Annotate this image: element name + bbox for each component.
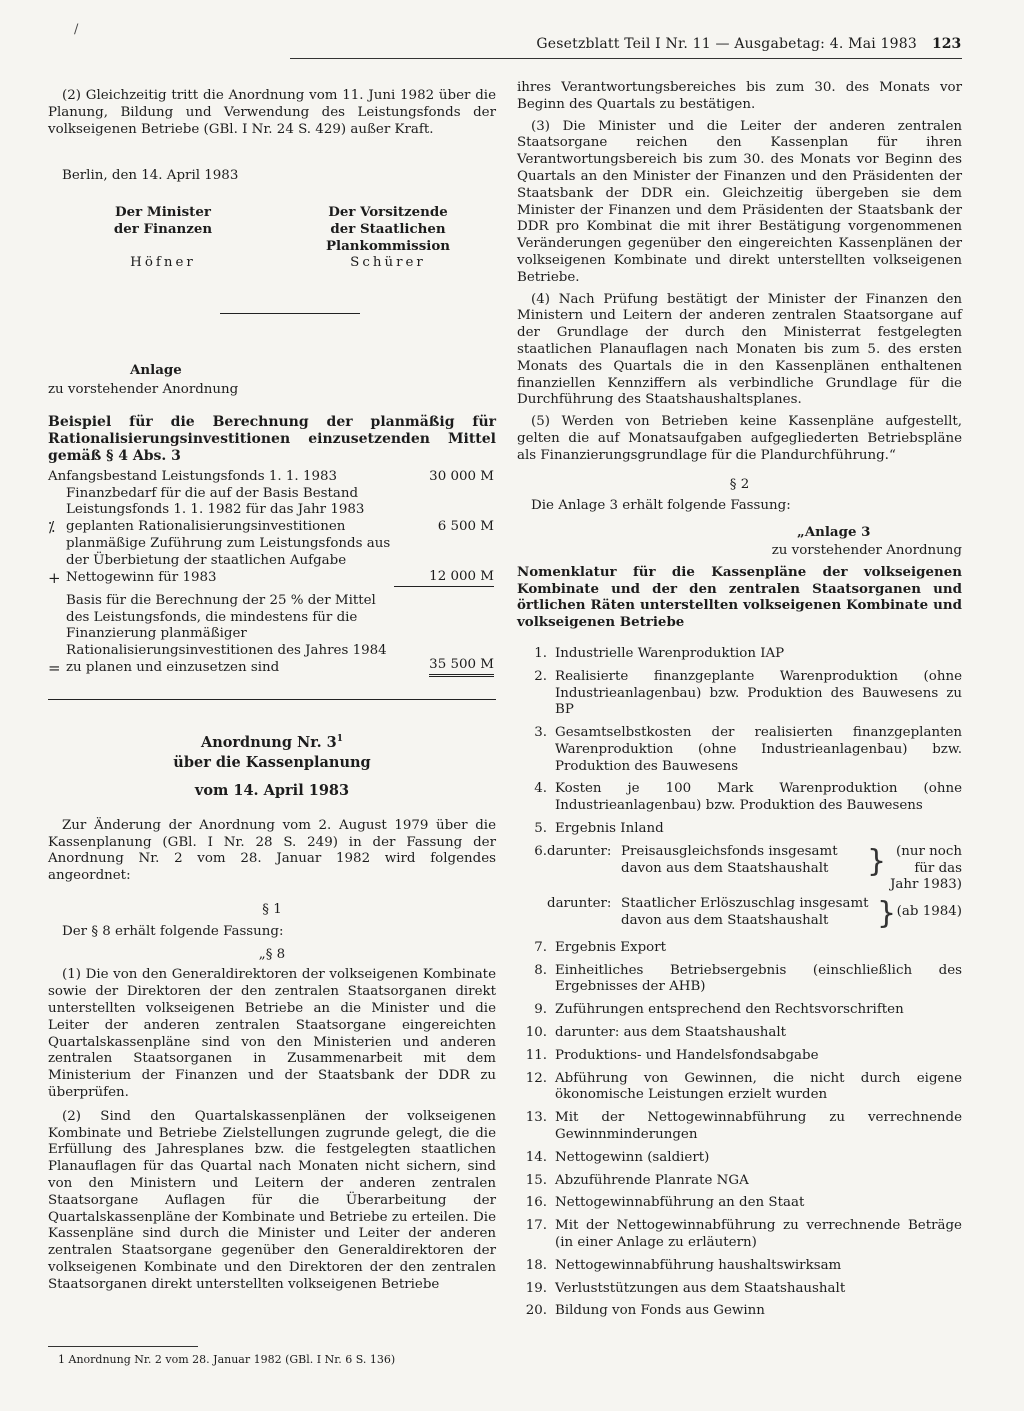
item-number: 10. [525, 1025, 547, 1041]
quoted-section-heading: „§ 8 [258, 946, 286, 962]
calc-amount: 35 500 M [429, 657, 494, 677]
item-number: 19. [525, 1280, 547, 1296]
item-note: (ab 1984) [896, 903, 962, 919]
list-item [517, 1258, 962, 1275]
item-line: davon aus dem Staatshaushalt [621, 860, 829, 876]
nomenclature-list [517, 646, 962, 1320]
brace-icon: } [877, 895, 897, 931]
item-text: Nettogewinnabführung an den Staat [555, 1195, 805, 1211]
calc-amount: 12 000 M [429, 569, 494, 585]
item-number: 20. [525, 1303, 547, 1319]
calc-text: Anfangsbestand Leistungsfonds 1. 1. 1983 [48, 468, 338, 484]
calc-text: Finanzbedarf für die auf der Basis Bestand Leistungsfonds 1. 1. 1982 für das Jahr 1983 geplanten Rationalisierungsinvestitionen [66, 485, 365, 535]
paragraph-2-continued: ihres Verantwortungsbereiches bis zum 30. des Monats vor Beginn des Quartals zu bestätigen. [517, 80, 962, 112]
section-text: Der § 8 erhält folgende Fassung: [62, 923, 284, 939]
header-rule [290, 58, 962, 59]
item-number: 3. [534, 725, 547, 741]
section-text: Die Anlage 3 erhält folgende Fassung: [531, 498, 791, 514]
paragraph-2: (2) Sind den Quartalskassenplänen der volkseigenen Kombinate und Betriebe Zielstellungen zugrunde gelegt, die die Erfüllung des Jahresplanes bzw. die festgelegten staatlichen Planauflagen für das Quartal nach Monaten nicht sichern, sind von den Ministern und Leitern der anderen zentralen Staatsorgane Auflagen für die Überarbeitung der Quartalskassenpläne der Kombinate und Betriebe zu erteilen. Die Kassenpläne sind durch die Minister und Leiter der anderen zentralen Staatsorgane gegenüber den Generaldirektoren der volkseigenen Kombinate und den Direktoren der den zentralen Staatsorganen direkt unterstellten volkseigenen Betriebe [48, 1108, 496, 1292]
calc-text: planmäßige Zuführung zum Leistungsfonds aus der Überbietung der staatlichen Aufgabe Nettogewinn für 1983 [66, 535, 391, 585]
signature-title: Plankommission [325, 237, 451, 254]
footnote: 1 Anordnung Nr. 2 vom 28. Januar 1982 (GBl. I Nr. 6 S. 136) [58, 1353, 396, 1366]
item-number: 2. [534, 668, 547, 684]
item-text: Produktions- und Handelsfondsabgabe [555, 1047, 819, 1063]
item-text: Nettogewinn (saldiert) [555, 1149, 710, 1165]
section-heading: § 1 [262, 902, 282, 918]
anlage-subtitle: zu vorstehender Anordnung [48, 381, 239, 397]
calc-row [48, 469, 494, 486]
calc-symbol: = [48, 659, 61, 678]
item-number: 18. [525, 1257, 547, 1273]
item-number: 1. [534, 645, 547, 661]
item-number: 8. [534, 962, 547, 978]
item-text: Zuführungen entsprechend den Rechtsvorschriften [555, 1002, 904, 1018]
signature-name: Höfner [130, 254, 196, 270]
item-text: Verluststützungen aus dem Staatshaushalt [555, 1280, 846, 1296]
item-text: Kosten je 100 Mark Warenproduktion (ohne Industrieanlagenbau) bzw. Produktion des Bauwesens [555, 781, 962, 814]
page-number: 123 [932, 36, 962, 52]
footnote-rule [48, 1346, 198, 1347]
list-item [517, 1281, 962, 1298]
calc-row [48, 486, 494, 536]
item-text: Abzuführende Planrate NGA [555, 1172, 749, 1188]
paragraph-1: (1) Die von den Generaldirektoren der volkseigenen Kombinate sowie der Direktoren der den zentralen Staatsorganen direkt unterstellten volkseigenen Betriebe an die Minister und die Leiter der anderen zentralen Staatsorgane eingereichten Quartalskassenpläne sind von den Ministerien und anderen zentralen Staatsorganen in Zusammenarbeit mit dem Ministerium der Finanzen und der Staatsbank der DDR zu überprüfen. [48, 967, 496, 1100]
calc-row [48, 536, 494, 586]
item-number: 6. [534, 843, 547, 859]
list-item [517, 1071, 962, 1105]
list-item [517, 725, 962, 775]
order-title [48, 733, 496, 801]
signature-title: der Finanzen [113, 220, 213, 237]
item-number: 17. [525, 1218, 547, 1234]
list-item [517, 940, 962, 957]
item-text: Mit der Nettogewinnabführung zu verrechnende Beträge (in einer Anlage zu erläutern) [555, 1218, 962, 1251]
paragraph-5: (5) Werden von Betrieben keine Kassenpläne aufgestellt, gelten die auf Monatsaufgaben aufgegliederten Betriebspläne als Finanzierungsgrundlage für die Plandurchführung.“ [517, 414, 962, 463]
order-date: vom 14. April 1983 [194, 781, 350, 799]
list-item [517, 963, 962, 997]
calc-symbol: ⁒ [48, 518, 55, 537]
section-heading: § 2 [729, 476, 750, 492]
item-text: darunter: aus dem Staatshaushalt [555, 1025, 787, 1041]
item-text: Ergebnis Export [555, 939, 667, 955]
item-number: 12. [525, 1070, 547, 1086]
paragraph-gleichzeitig: (2) Gleichzeitig tritt die Anordnung vom 11. Juni 1982 über die Planung, Bildung und Verwendung des Leistungsfonds der volkseigenen Betriebe (GBl. I Nr. 24 S. 429) außer Kraft. [48, 88, 496, 137]
calc-text: Basis für die Berechnung der 25 % der Mittel des Leistungsfonds, die mindestens für die Finanzierung planmäßiger Rationalisierungsinvestitionen des Jahres 1984 zu planen und einzusetzen sind [66, 592, 387, 676]
item-text: Nettogewinnabführung haushaltswirksam [555, 1257, 842, 1273]
list-item [517, 821, 962, 838]
place-date: Berlin, den 14. April 1983 [62, 168, 239, 184]
signature-title: Der Vorsitzende [328, 204, 448, 221]
item-number: 9. [534, 1002, 547, 1018]
list-item [517, 1002, 962, 1019]
anlage3-title: „Anlage 3 [797, 524, 871, 541]
order-title-line: Anordnung Nr. 3 [200, 733, 337, 751]
list-item [517, 781, 962, 815]
list-item-6 [517, 844, 962, 932]
item-number: 7. [534, 939, 547, 955]
item-line: Preisausgleichsfonds insgesamt [621, 843, 838, 859]
calculation-table [48, 469, 494, 677]
right-column [517, 80, 962, 1320]
nomenclature-title: Nomenklatur für die Kassenpläne der volkseigenen Kombinate und der den zentralen Staatsorganen und örtlichen Räten unterstellten volkseigenen Kombinate und volkseigenen Betriebe [517, 563, 962, 631]
list-item [517, 1173, 962, 1190]
running-title: Gesetzblatt Teil I Nr. 11 — Ausgabetag: 4. Mai 1983 [536, 36, 917, 52]
calc-amount: 6 500 M [437, 519, 494, 535]
item-number: 14. [525, 1149, 547, 1165]
page-header [0, 36, 1024, 58]
item-lead: darunter: [547, 895, 612, 911]
calc-row [48, 593, 494, 677]
item-number: 4. [534, 781, 547, 797]
signature-name: Schürer [350, 254, 426, 270]
footnote-ref: 1 [336, 734, 344, 745]
example-title: Beispiel für die Berechnung der planmäßig für Rationalisierungsinvestitionen einzusetzenden Mittel gemäß § 4 Abs. 3 [48, 413, 496, 464]
item-text: Abführung von Gewinnen, die nicht durch eigene ökonomische Leistungen erzielt wurden [555, 1070, 962, 1103]
signature-plankommission [298, 204, 478, 271]
item-text: Ergebnis Inland [555, 821, 664, 837]
item-number: 5. [534, 821, 547, 837]
list-item [517, 1195, 962, 1212]
paragraph-4: (4) Nach Prüfung bestätigt der Minister der Finanzen den Ministern und Leitern der anderen zentralen Staatsorgane auf der Grundlage der durch den Ministerrat festgelegten staatlichen Planauflagen nach Monaten bis zum 5. des ersten Monats des Quartals die in den Kassenplänen enthaltenen finanziellen Kennziffern als verbindliche Grundlage für die Durchführung des Staatshaushaltsplanes. [517, 291, 962, 408]
item-number: 16. [525, 1195, 547, 1211]
list-item [517, 646, 962, 663]
order-intro: Zur Änderung der Anordnung vom 2. August 1979 über die Kassenplanung (GBl. I Nr. 28 S. 249) in der Fassung der Anordnung Nr. 2 vom 28. Januar 1982 wird folgendes angeordnet: [48, 817, 496, 884]
list-item [517, 1110, 962, 1144]
signature-minister [88, 204, 238, 271]
item-text: Bildung von Fonds aus Gewinn [555, 1303, 765, 1319]
item-text: Realisierte finanzgeplante Warenproduktion (ohne Industrieanlagenbau) bzw. Produktion des Bauwesens zu BP [555, 668, 962, 718]
list-item [517, 1048, 962, 1065]
list-item [517, 1150, 962, 1167]
item-text: Industrielle Warenproduktion IAP [555, 645, 785, 661]
item-text: Einheitliches Betriebsergebnis (einschließlich des Ergebnisses der AHB) [555, 962, 962, 995]
item-note: (nur noch für das Jahr 1983) [890, 843, 962, 893]
left-column [48, 88, 496, 1294]
item-lead: darunter: [547, 843, 612, 859]
brace-icon: } [867, 843, 887, 879]
list-item [517, 1303, 962, 1320]
item-line: davon aus dem Staatshaushalt [621, 912, 829, 928]
signature-block [48, 204, 496, 324]
calc-amount: 30 000 M [429, 468, 494, 484]
item-number: 15. [525, 1172, 547, 1188]
section-rule [48, 699, 496, 700]
item-text: Mit der Nettogewinnabführung zu verrechnende Gewinnminderungen [555, 1110, 962, 1143]
item-line: Staatlicher Erlöszuschlag insgesamt [621, 895, 869, 911]
list-item [517, 1218, 962, 1252]
order-title-line: über die Kassenplanung [173, 753, 371, 771]
signature-title: der Staatlichen [330, 220, 446, 237]
item-text: Gesamtselbstkosten der realisierten finanzgeplanten Warenproduktion (ohne Industrieanlagenbau) bzw. Produktion des Bauwesens [555, 725, 962, 774]
paragraph-3: (3) Die Minister und die Leiter der anderen zentralen Staatsorgane reichen den Kassenplan für ihren Verantwortungsbereich bis zum 30. des Monats vor Beginn des Quartals an den Minister der Finanzen und den Präsidenten der Staatsbank der DDR ein. Gleichzeitig übergeben sie dem Minister der Finanzen und dem Präsidenten der Staatsbank der DDR pro Kombinat die mit ihrer Bestätigung vorgenommenen Veränderungen gegenüber den eingereichten Kassenplänen der volkseigenen Kombinate und direkt unterstellten volkseigenen Betriebe. [517, 118, 962, 285]
anlage3-subtitle: zu vorstehender Anordnung [771, 542, 962, 558]
margin-mark: / [74, 22, 79, 37]
item-number: 11. [525, 1047, 547, 1063]
calc-symbol: + [48, 568, 61, 587]
item-number: 13. [525, 1110, 547, 1126]
signature-title: Der Minister [115, 204, 211, 221]
list-item [517, 669, 962, 719]
list-item [517, 1025, 962, 1042]
anlage-title: Anlage [130, 362, 182, 379]
